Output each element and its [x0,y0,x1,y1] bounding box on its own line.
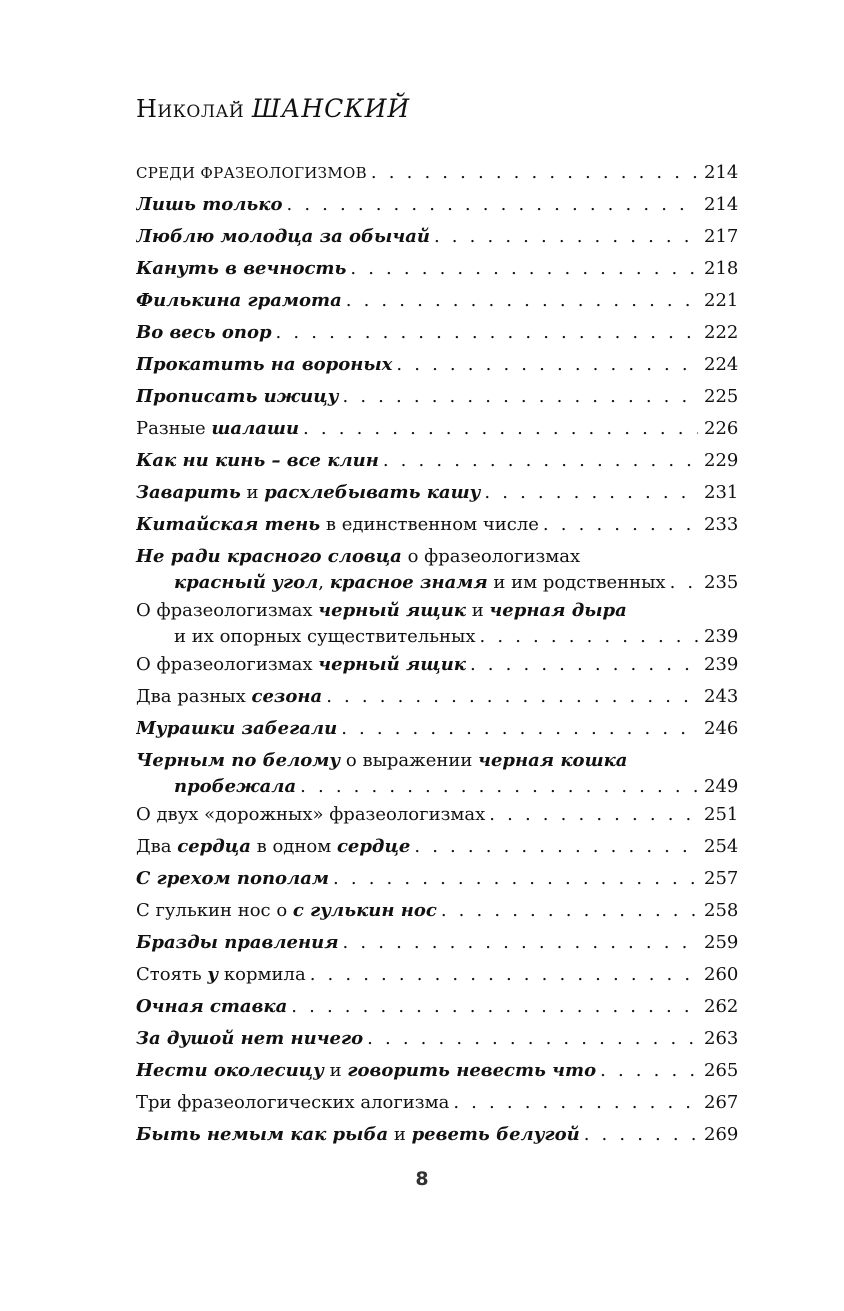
toc-entry-page: 254 [704,836,738,857]
dot-leader [303,416,698,442]
toc-entry-text: шалаши [211,418,300,439]
toc-entry-text: черная кошка [478,750,628,771]
toc-entry-title [136,716,337,742]
dot-leader [350,256,698,282]
toc-entry[interactable] [136,512,738,544]
toc-entry-text: у [207,964,219,985]
toc-entry-page: 229 [704,450,738,471]
toc-entry[interactable] [136,802,738,834]
toc-entry-text: Бразды правления [136,932,339,953]
toc-entry[interactable] [136,288,738,320]
toc-entry[interactable] [136,748,738,802]
toc-entry[interactable] [136,160,738,192]
toc-entry[interactable] [136,994,738,1026]
toc-entry-title [136,866,329,892]
toc-entry-page: 225 [704,386,738,407]
toc-entry-page: 217 [704,226,738,247]
toc-entry-title [136,416,299,442]
dot-leader [453,1090,698,1116]
dot-leader [346,288,698,314]
toc-entry-title [136,224,430,250]
toc-entry-text: Мурашки забегали [136,718,338,739]
dot-leader [670,570,698,596]
toc-entry-title [136,684,322,710]
toc-entry-title [136,652,466,678]
toc-entry-text: черная дыра [489,600,627,621]
toc-entry-text: Очная ставка [136,996,288,1017]
toc-entry[interactable] [136,480,738,512]
toc-entry-title [174,774,296,800]
toc-entry-text: в одном [250,836,337,857]
toc-entry-text: Заварить [136,482,241,503]
running-header [136,94,410,123]
toc-entry-text: Стоять [136,964,208,985]
dot-leader [489,802,698,828]
toc-entry-page: 263 [704,1028,738,1049]
toc-entry[interactable] [136,930,738,962]
toc-entry[interactable] [136,416,738,448]
toc-entry[interactable] [136,866,738,898]
toc-entry-page: 221 [704,290,738,311]
toc-entry-text: О фразеологизмах [136,654,319,675]
toc-entry[interactable] [136,448,738,480]
toc-entry-text: красное знамя [329,572,488,593]
toc-entry-first-line [136,748,738,774]
toc-entry[interactable] [136,962,738,994]
toc-entry-text: Не ради красного словца [136,546,402,567]
toc-entry-text: С гулькин нос о [136,900,293,921]
toc-entry-text: Китайская тень [136,514,321,535]
dot-leader [343,930,698,956]
toc-entry-title [136,512,539,538]
toc-entry[interactable] [136,224,738,256]
toc-entry-text: Люблю молодца за обычай [136,226,430,247]
toc-entry-title [136,962,306,988]
toc-entry-text: о выражении [340,750,479,771]
toc-entry-text: говорить невесть что [347,1060,597,1081]
toc-entry-text: Разные [136,418,212,439]
toc-entry-text: Два [136,836,178,857]
toc-entry-title [136,898,437,924]
dot-leader [441,898,698,924]
toc-entry-page: 267 [704,1092,738,1113]
toc-entry[interactable] [136,716,738,748]
toc-entry-title [174,570,666,596]
toc-entry-text: сердце [336,836,411,857]
toc-entry[interactable] [136,834,738,866]
toc-entry-title [136,384,338,410]
toc-entry-title [136,320,272,346]
toc-entry-page: 257 [704,868,738,889]
toc-entry-page: 222 [704,322,738,343]
toc-entry-page: 259 [704,932,738,953]
dot-leader [291,994,698,1020]
toc-entry[interactable] [136,384,738,416]
toc-entry-text: черный ящик [318,654,466,675]
toc-entry-text: О двух «дорожных» фразеологизмах [136,804,486,825]
toc-entry-page: 260 [704,964,738,985]
toc-entry-text: СРЕДИ ФРАЗЕОЛОГИЗМОВ [136,164,367,182]
toc-entry[interactable] [136,1122,738,1154]
toc-entry-page: 218 [704,258,738,279]
toc-entry[interactable] [136,1058,738,1090]
toc-entry-text: черный ящик [318,600,466,621]
toc-entry-text: За душой нет ничего [136,1028,364,1049]
dot-leader [341,716,698,742]
toc-entry-title [136,480,480,506]
toc-entry-page: 214 [704,162,738,183]
dot-leader [371,160,698,186]
dot-leader [333,866,698,892]
toc-entry-text: Как ни кинь – все клин [136,450,379,471]
toc-entry-title [136,834,410,860]
toc-entry-title [136,1058,596,1084]
toc-entry-title [136,288,342,314]
toc-entry-text: Три фразеологических алогизма [136,1092,450,1113]
toc-entry-page: 246 [704,718,738,739]
toc-entry[interactable] [136,1026,738,1058]
toc-entry-text: с гулькин нос [292,900,437,921]
toc-entry-page: 239 [704,654,738,675]
table-of-contents [136,160,738,1154]
dot-leader [310,962,698,988]
toc-entry-page: 265 [704,1060,738,1081]
toc-entry-page: 262 [704,996,738,1017]
dot-leader [367,1026,698,1052]
toc-entry-page: 235 [704,572,738,593]
toc-entry[interactable] [136,544,738,598]
toc-entry-title [136,448,379,474]
toc-entry-title [136,1026,363,1052]
toc-entry-text: Два разных [136,686,252,707]
dot-leader [470,652,698,678]
dot-leader [584,1122,698,1148]
toc-entry-text: расхлебывать кашу [264,482,481,503]
toc-entry[interactable] [136,320,738,352]
dot-leader [600,1058,698,1084]
toc-entry-title [136,352,392,378]
toc-entry-text: и [465,600,490,621]
toc-entry-title [136,256,346,282]
page-number: 8 [415,1168,429,1190]
toc-entry-page: 214 [704,194,738,215]
toc-entry-text: , [318,572,330,593]
toc-entry[interactable] [136,684,738,716]
toc-entry-text: С грехом пополам [136,868,330,889]
toc-entry-page: 251 [704,804,738,825]
dot-leader [396,352,698,378]
toc-entry-page: 258 [704,900,738,921]
toc-entry-page: 233 [704,514,738,535]
toc-entry-text: Филькина грамота [136,290,342,311]
toc-entry-text: реветь белугой [411,1124,580,1145]
toc-entry-text: Прокатить на вороных [136,354,393,375]
toc-entry-text: красный угол [174,572,319,593]
toc-entry-title [136,994,287,1020]
toc-entry-text: в единственном числе [320,514,539,535]
toc-entry[interactable] [136,256,738,288]
toc-entry-text: Во весь опор [136,322,272,343]
toc-entry-title [136,1090,449,1116]
toc-entry-text: и [388,1124,412,1145]
toc-entry-text: и им родственных [487,572,666,593]
toc-entry-title [136,802,485,828]
toc-entry-page: 249 [704,776,738,797]
toc-entry-text: кормила [218,964,306,985]
dot-leader [276,320,698,346]
toc-entry[interactable] [136,598,738,652]
toc-entry[interactable] [136,352,738,384]
toc-entry-title [136,160,367,186]
author-last-name: ШАНСКИЙ [251,94,411,123]
toc-entry-text: Черным по белому [136,750,341,771]
toc-entry-text: и [323,1060,348,1081]
dot-leader [342,384,698,410]
author-first-name: Николай [136,95,245,123]
toc-entry-page: 269 [704,1124,738,1145]
dot-leader [300,774,698,800]
toc-entry-text: о фразеологизмах [401,546,581,567]
toc-entry-page: 226 [704,418,738,439]
dot-leader [383,448,698,474]
dot-leader [480,624,698,650]
toc-entry-page: 243 [704,686,738,707]
toc-entry-text: Нести околесицу [136,1060,324,1081]
toc-entry[interactable] [136,652,738,684]
dot-leader [434,224,698,250]
toc-entry-title [174,624,476,650]
dot-leader [484,480,698,506]
toc-entry-text: сезона [251,686,323,707]
dot-leader [543,512,698,538]
toc-entry-first-line [136,598,738,624]
toc-entry-title [136,930,339,956]
toc-entry-title [136,192,282,218]
toc-entry-text: Лишь только [136,194,283,215]
toc-entry-page: 231 [704,482,738,503]
dot-leader [414,834,698,860]
toc-entry-text: Прописать ижицу [136,386,339,407]
toc-entry-text: О фразеологизмах [136,600,319,621]
toc-entry[interactable] [136,898,738,930]
toc-entry[interactable] [136,192,738,224]
toc-entry-page: 224 [704,354,738,375]
toc-entry-first-line [136,544,738,570]
dot-leader [286,192,698,218]
toc-entry-text: пробежала [174,776,297,797]
toc-entry-text: и их опорных существительных [174,626,476,647]
toc-entry-text: Быть немым как рыба [136,1124,389,1145]
toc-entry[interactable] [136,1090,738,1122]
toc-entry-page: 239 [704,626,738,647]
toc-entry-text: Кануть в вечность [136,258,347,279]
toc-entry-text: сердца [177,836,251,857]
dot-leader [326,684,698,710]
toc-entry-text: и [240,482,265,503]
toc-entry-title [136,1122,580,1148]
